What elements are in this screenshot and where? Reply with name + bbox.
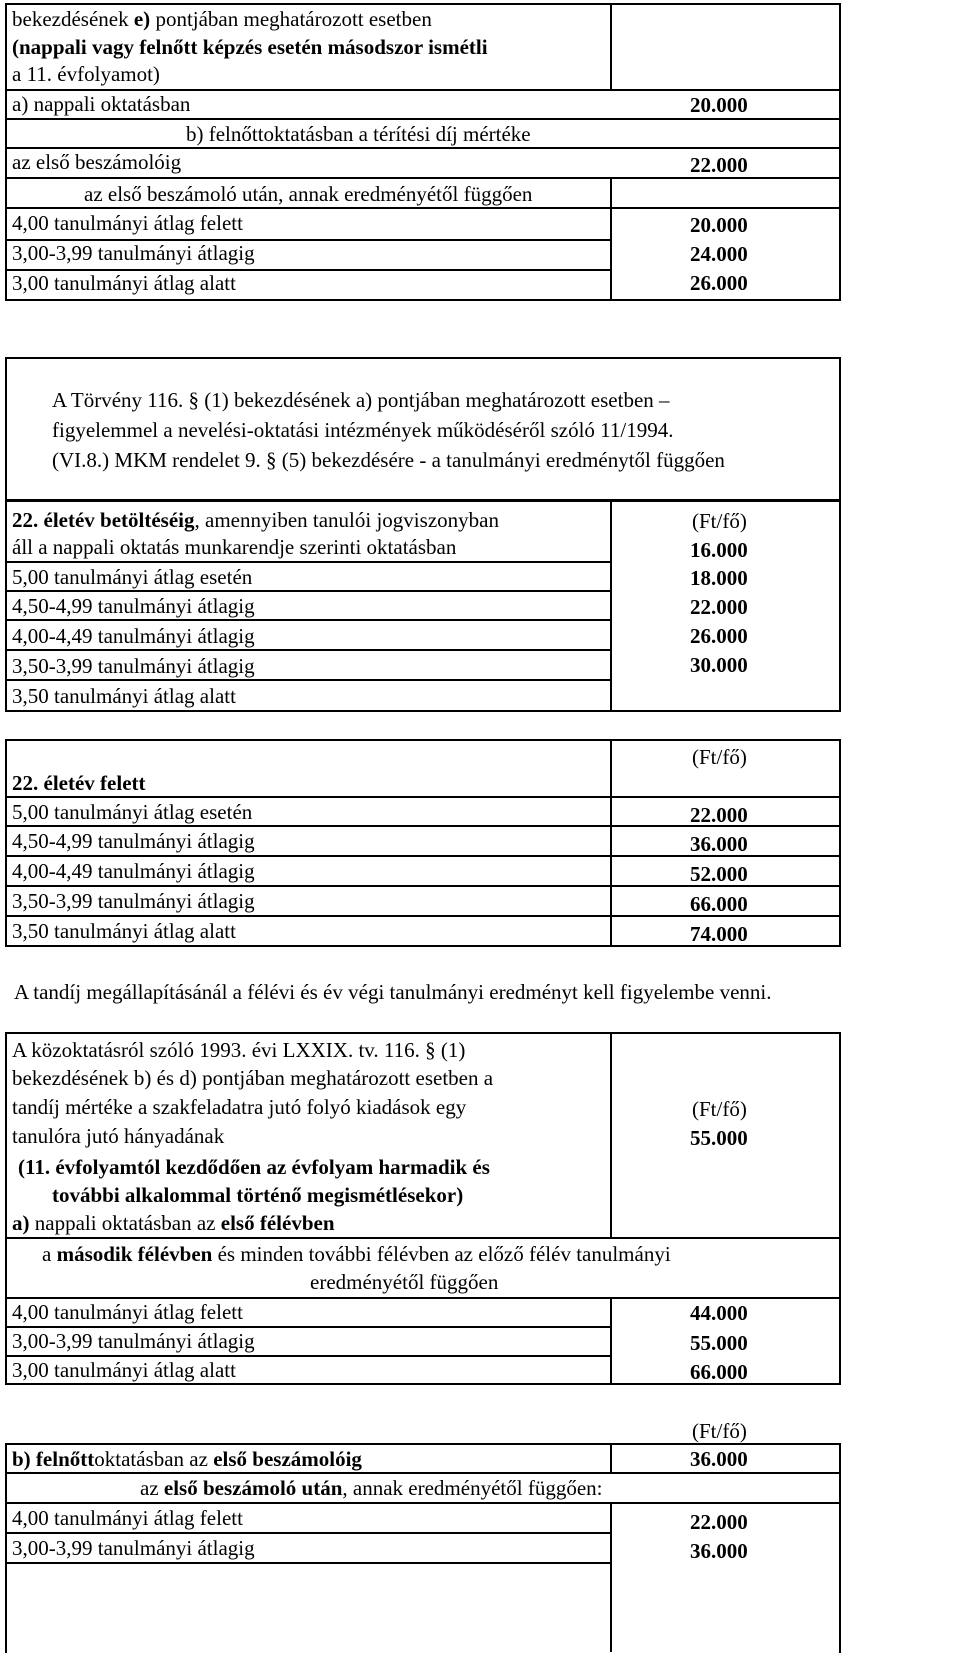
grade-row-label: 3,00 tanulmányi átlag alatt xyxy=(12,1358,236,1382)
grade-row-label: 4,50-4,99 tanulmányi átlagig xyxy=(12,594,255,618)
row-divider xyxy=(5,1562,612,1564)
day-education-label: a) nappali oktatásban xyxy=(12,92,191,116)
row-divider xyxy=(5,118,841,120)
grade-row-value: 66.000 xyxy=(690,1360,748,1384)
grade-row-value: 22.000 xyxy=(690,803,748,827)
grade-row-value: 66.000 xyxy=(690,892,748,916)
grade-row-value: 26.000 xyxy=(690,271,748,295)
adult-education-heading: b) felnőttoktatásban a térítési díj mértéke xyxy=(186,122,531,146)
second-semester-line-2: eredményétől függően xyxy=(310,1270,499,1294)
first-report-value: 22.000 xyxy=(690,153,748,177)
row-divider xyxy=(5,796,841,798)
row-divider xyxy=(5,649,612,651)
column-divider xyxy=(610,1032,612,1238)
row-divider xyxy=(5,561,612,563)
grade-row-label: 3,50 tanulmányi átlag alatt xyxy=(12,919,236,943)
grade-row-value: 52.000 xyxy=(690,862,748,886)
column-divider xyxy=(610,1297,612,1383)
unit-label: (Ft/fő) xyxy=(692,1097,747,1121)
grade-row-value: 74.000 xyxy=(690,922,748,946)
law-reference-line-3: (VI.8.) MKM rendelet 9. § (5) bekezdésére - a tanulmányi eredménytől függően xyxy=(52,448,725,472)
repeat-year-line-3: tandíj mértéke a szakfeladatra jutó folyó kiadások egy xyxy=(12,1095,467,1119)
law-reference-line-2: figyelemmel a nevelési-oktatási intézmények működéséről szóló 11/1994. xyxy=(52,418,674,442)
grade-row-value: 22.000 xyxy=(690,1510,748,1534)
row-divider xyxy=(5,1326,612,1328)
intro-line-3: a 11. évfolyamot) xyxy=(12,62,160,86)
grade-row-value: 30.000 xyxy=(690,653,748,677)
grade-row-label: 4,00-4,49 tanulmányi átlagig xyxy=(12,859,255,883)
row-divider xyxy=(5,207,841,209)
grade-row-value: 22.000 xyxy=(690,595,748,619)
tuition-note: A tandíj megállapításánál a félévi és év végi tanulmányi eredményt kell figyelembe venni. xyxy=(14,980,772,1004)
row-divider xyxy=(5,1297,841,1299)
adult-after-report: az első beszámoló után, annak eredményétől függően: xyxy=(140,1476,603,1500)
grade-row-label: 3,00-3,99 tanulmányi átlagig xyxy=(12,1329,255,1353)
grade-row-label: 5,00 tanulmányi átlag esetén xyxy=(12,565,253,589)
row-divider xyxy=(5,1237,841,1239)
column-divider xyxy=(610,1443,612,1473)
row-divider xyxy=(5,590,612,592)
first-report-label: az első beszámolóig xyxy=(12,150,182,174)
grade-row-value: 36.000 xyxy=(690,1539,748,1563)
grade-row-label: 3,00-3,99 tanulmányi átlagig xyxy=(12,241,255,265)
unit-label: (Ft/fő) xyxy=(692,1419,747,1443)
repeat-year-line-2: bekezdésének b) és d) pontjában meghatározott esetben a xyxy=(12,1066,494,1090)
under-22-heading: 22. életév betöltéséig, amennyiben tanulói jogviszonyban xyxy=(12,508,499,532)
fee-value: 55.000 xyxy=(690,1126,748,1150)
grade-row-value: 20.000 xyxy=(690,213,748,237)
row-divider xyxy=(5,1355,612,1357)
after-report-heading: az első beszámoló után, annak eredményétől függően xyxy=(84,182,533,206)
grade-row-label: 4,00 tanulmányi átlag felett xyxy=(12,211,243,235)
column-divider xyxy=(610,1502,612,1652)
row-divider xyxy=(5,177,841,179)
row-divider xyxy=(5,679,612,681)
repeat-year-condition-1: (11. évfolyamtól kezdődően az évfolyam harmadik és xyxy=(18,1155,490,1179)
column-divider xyxy=(610,3,612,90)
grade-row-value: 18.000 xyxy=(690,566,748,590)
grade-row-label: 3,50-3,99 tanulmányi átlagig xyxy=(12,889,255,913)
unit-label: (Ft/fő) xyxy=(692,745,747,769)
row-divider xyxy=(5,89,841,91)
under-22-heading-line-2: áll a nappali oktatás munkarendje szerinti oktatásban xyxy=(12,535,457,559)
grade-row-label: 4,00 tanulmányi átlag felett xyxy=(12,1300,243,1324)
repeat-year-line-1: A közoktatásról szóló 1993. évi LXXIX. tv. 116. § (1) xyxy=(12,1038,466,1062)
repeat-year-condition-2: további alkalommal történő megismétlésekor) xyxy=(52,1183,464,1207)
grade-row-label: 3,50 tanulmányi átlag alatt xyxy=(12,684,236,708)
intro-line-1: bekezdésének e) pontjában meghatározott esetben xyxy=(12,7,432,31)
grade-row-label: 4,00 tanulmányi átlag felett xyxy=(12,1506,243,1530)
day-education-value: 20.000 xyxy=(690,93,748,117)
over-22-heading: 22. életév felett xyxy=(12,771,146,795)
row-divider xyxy=(5,619,612,621)
repeat-year-line-4: tanulóra jutó hányadának xyxy=(12,1124,225,1148)
grade-row-value: 44.000 xyxy=(690,1301,748,1325)
grade-row-label: 4,50-4,99 tanulmányi átlagig xyxy=(12,829,255,853)
row-divider xyxy=(5,1472,841,1474)
day-first-semester: a) nappali oktatásban az első félévben xyxy=(12,1211,335,1235)
grade-row-label: 3,50-3,99 tanulmányi átlagig xyxy=(12,654,255,678)
row-divider xyxy=(5,1532,612,1534)
adult-first-report: b) felnőttoktatásban az első beszámolóig xyxy=(12,1447,362,1471)
unit-label: (Ft/fő) xyxy=(692,509,747,533)
grade-row-value: 26.000 xyxy=(690,624,748,648)
row-divider xyxy=(5,147,841,149)
grade-row-value: 24.000 xyxy=(690,242,748,266)
grade-row-label: 4,00-4,49 tanulmányi átlagig xyxy=(12,624,255,648)
grade-row-value: 55.000 xyxy=(690,1331,748,1355)
second-semester-line-1: a második félévben és minden további félévben az előző félév tanulmányi xyxy=(42,1242,671,1266)
grade-row-label: 5,00 tanulmányi átlag esetén xyxy=(12,800,253,824)
grade-row-label: 3,00-3,99 tanulmányi átlagig xyxy=(12,1536,255,1560)
row-divider xyxy=(5,1502,841,1504)
fee-value: 16.000 xyxy=(690,538,748,562)
column-divider xyxy=(610,177,612,299)
intro-line-2: (nappali vagy felnőtt képzés esetén másodszor ismétli xyxy=(12,35,488,59)
law-reference-line-1: A Törvény 116. § (1) bekezdésének a) pontjában meghatározott esetben – xyxy=(52,388,670,412)
fee-value: 36.000 xyxy=(690,1447,748,1471)
grade-row-value: 36.000 xyxy=(690,832,748,856)
grade-row-label: 3,00 tanulmányi átlag alatt xyxy=(12,271,236,295)
